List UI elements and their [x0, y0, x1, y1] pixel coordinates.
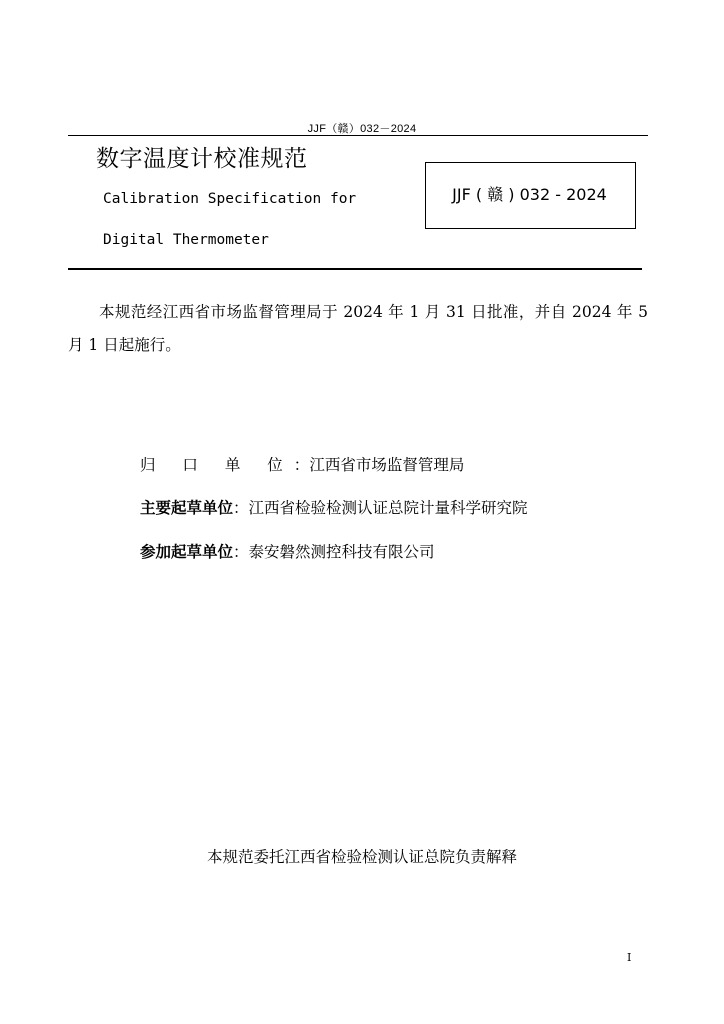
responsible-unit-value: 江西省市场监督管理局	[309, 456, 465, 474]
page-number: I	[627, 951, 632, 964]
responsible-unit-row	[140, 453, 464, 475]
specification-code: JJF ( 赣 ) 032 - 2024	[452, 185, 607, 204]
responsible-unit-colon: ：	[293, 456, 310, 474]
main-drafting-unit-label: 主要起草单位	[140, 499, 234, 517]
interpretation-statement: 本规范委托江西省检验检测认证总院负责解释	[206, 848, 517, 866]
document-title-english-line2: Digital Thermometer	[103, 232, 269, 248]
document-title-chinese: 数字温度计校准规范	[96, 146, 308, 172]
responsible-unit-label: 归 口 单 位	[140, 456, 294, 474]
document-title-english-line1: Calibration Specification for	[103, 191, 357, 207]
header-rule	[68, 135, 648, 136]
approval-statement: 本规范经江西省市场监督管理局于 2024 年 1 月 31 日批准，并自 2024 年 5 月 1 日起施行。	[68, 303, 648, 354]
running-header-code: JJF（赣）032－2024	[307, 123, 417, 135]
main-drafting-unit-value: 江西省检验检测认证总院计量科学研究院	[248, 499, 528, 517]
title-divider-rule	[68, 268, 642, 270]
participating-drafting-unit-value: 泰安磐然测控科技有限公司	[248, 543, 435, 561]
main-drafting-unit-colon: ：	[233, 499, 249, 517]
participating-drafting-unit-colon: ：	[233, 543, 249, 561]
participating-drafting-unit-row	[140, 540, 435, 562]
participating-drafting-unit-label: 参加起草单位	[140, 543, 234, 561]
main-drafting-unit-row	[140, 496, 528, 518]
